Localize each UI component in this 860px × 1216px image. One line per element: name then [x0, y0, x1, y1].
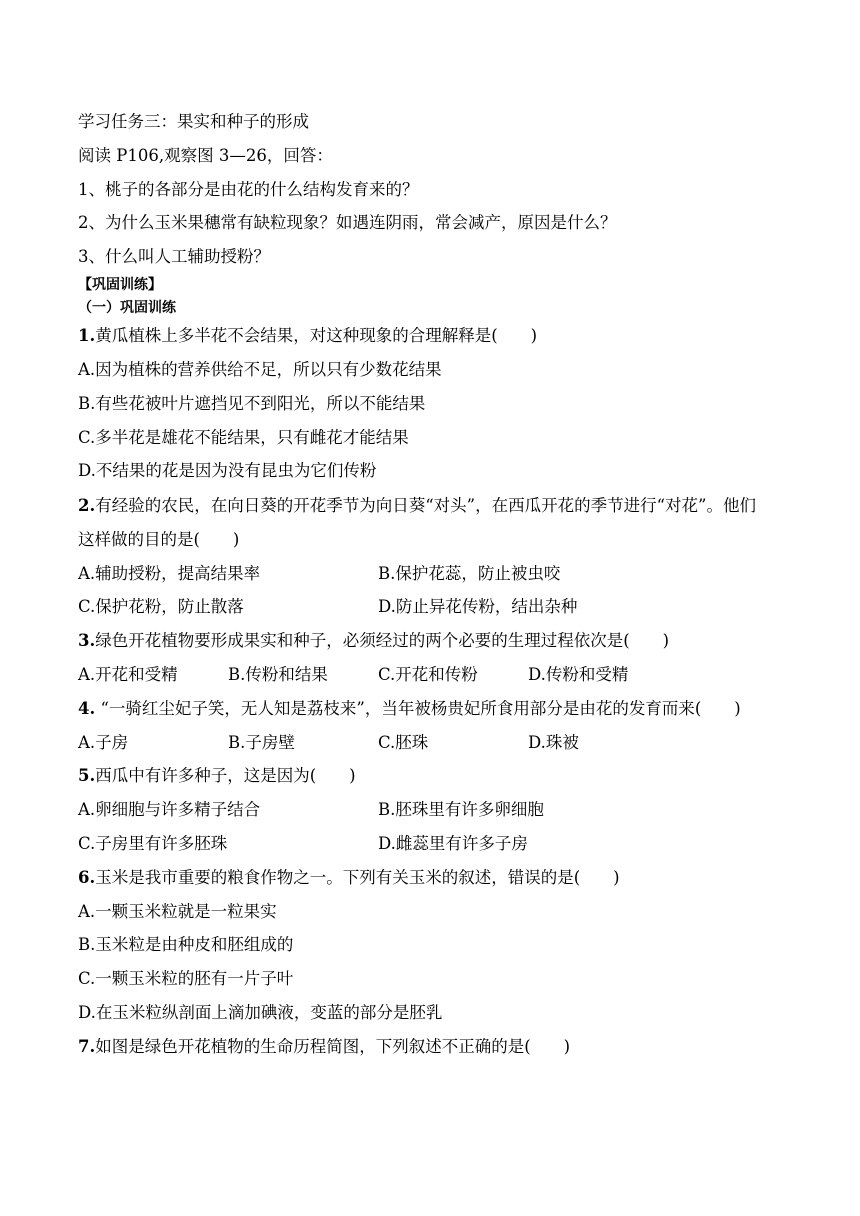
question-stem: 黄瓜植株上多半花不会结果，对这种现象的合理解释是( ) — [95, 326, 538, 345]
q1-option-d: D.不结果的花是因为没有昆虫为它们传粉 — [78, 461, 377, 480]
task-question-2: 2、为什么玉米果穗常有缺粒现象？如遇连阴雨，常会减产，原因是什么？ — [78, 213, 617, 232]
question-stem: 有经验的农民，在向日葵的开花季节为向日葵“对头”，在西瓜开花的季节进行“对花”。他们 — [95, 496, 756, 515]
q2-option-a: A.辅助授粉，提高结果率 — [78, 564, 261, 583]
q4-option-c: C.胚珠 — [378, 733, 429, 752]
q5-option-b: B.胚珠里有许多卵细胞 — [378, 800, 544, 819]
question-stem: 西瓜中有许多种子，这是因为( ) — [95, 766, 356, 785]
q6-option-a: A.一颗玉米粒就是一粒果实 — [78, 902, 277, 921]
question-3 — [78, 631, 669, 651]
q2-option-b: B.保护花蕊，防止被虫咬 — [378, 564, 561, 583]
task-question-3: 3、什么叫人工辅助授粉？ — [78, 247, 270, 266]
question-5 — [78, 766, 356, 786]
question-number: 7. — [78, 1037, 96, 1056]
q6-option-c: C.一颗玉米粒的胚有一片子叶 — [78, 969, 294, 988]
question-stem: 玉米是我市重要的粮食作物之一。下列有关玉米的叙述，错误的是( ) — [95, 868, 620, 887]
question-number: 2. — [78, 496, 96, 515]
q3-option-b: B.传粉和结果 — [228, 665, 328, 684]
q6-option-d: D.在玉米粒纵剖面上滴加碘液，变蓝的部分是胚乳 — [78, 1003, 443, 1022]
q4-option-d: D.珠被 — [528, 733, 579, 752]
q2-stem-cont: 这样做的目的是( ) — [78, 530, 240, 549]
task-instruction: 阅读 P106,观察图 3—26，回答： — [78, 146, 333, 165]
task-question-1: 1、桃子的各部分是由花的什么结构发育来的？ — [78, 180, 419, 199]
q1-option-b: B.有些花被叶片遮挡见不到阳光，所以不能结果 — [78, 394, 426, 413]
question-stem: “一骑红尘妃子笑，无人知是荔枝来”，当年被杨贵妃所食用部分是由花的发育而来( ) — [95, 699, 741, 718]
question-7 — [78, 1037, 570, 1057]
section-heading: 【巩固训练】 — [78, 277, 162, 293]
question-6 — [78, 868, 620, 888]
q3-option-c: C.开花和传粉 — [378, 665, 478, 684]
q6-option-b: B.玉米粒是由种皮和胚组成的 — [78, 935, 294, 954]
q1-option-a: A.因为植株的营养供给不足，所以只有少数花结果 — [78, 360, 442, 379]
question-number: 3. — [78, 631, 96, 650]
question-number: 6. — [78, 868, 96, 887]
question-stem: 绿色开花植物要形成果实和种子，必须经过的两个必要的生理过程依次是( ) — [95, 631, 670, 650]
question-number: 5. — [78, 766, 96, 785]
question-number: 4. — [78, 699, 96, 718]
question-4 — [78, 699, 741, 719]
question-2 — [78, 496, 756, 516]
q3-option-a: A.开花和受精 — [78, 665, 178, 684]
q5-option-c: C.子房里有许多胚珠 — [78, 834, 228, 853]
q2-option-d: D.防止异花传粉，结出杂种 — [378, 597, 578, 616]
q1-option-c: C.多半花是雄花不能结果，只有雌花才能结果 — [78, 428, 409, 447]
q4-option-a: A.子房 — [78, 733, 129, 752]
q5-option-a: A.卵细胞与许多精子结合 — [78, 800, 261, 819]
q3-option-d: D.传粉和受精 — [528, 665, 629, 684]
section-subheading: （一）巩固训练 — [78, 300, 176, 316]
q5-option-d: D.雌蕊里有许多子房 — [378, 834, 528, 853]
question-stem: 如图是绿色开花植物的生命历程简图，下列叙述不正确的是( ) — [95, 1037, 571, 1056]
task-title: 学习任务三：果实和种子的形成 — [78, 112, 309, 131]
q2-option-c: C.保护花粉，防止散落 — [78, 597, 244, 616]
question-number: 1. — [78, 326, 96, 345]
question-1 — [78, 326, 537, 346]
q4-option-b: B.子房壁 — [228, 733, 295, 752]
